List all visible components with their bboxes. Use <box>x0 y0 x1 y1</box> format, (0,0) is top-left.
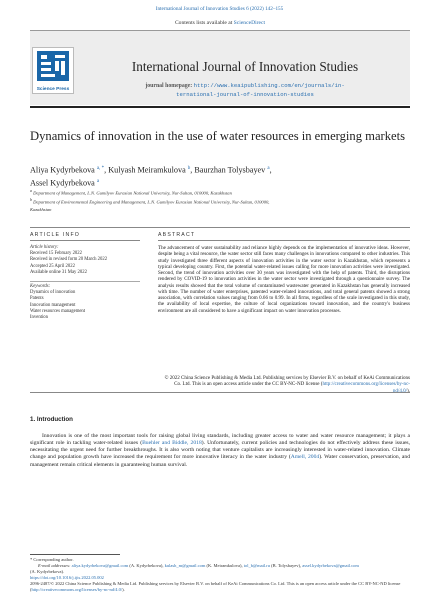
citation-link[interactable]: Buehler and Biddle, 2018 <box>142 440 202 447</box>
history-item: Received 15 February 2022 <box>30 251 82 257</box>
author-list: Aliya Kydyrbekova $^{a, *}$, Kulyash Meiramkulova $^b$, Baurzhan Tolysbayev $^a$, Assel Kydyrbekova $^a$ <box>30 165 272 188</box>
introduction-paragraph: Innovation is one of the most important tools for raising global living standards, including greater access to water and water resource management; it plays a significant role in tackling water-related issues (Buehler and Biddle, 2018). Unfortunately, current policies and technologies do not effectively address these issues, necessitating the urgent need for further breakthroughs. It is also worth noting that venture capitalists are increasingly interested in water-related innovation. Climate change and population growth have increased the requirement for more innovative literacy in the water industry (Amell, 2004). Water conservation, preservation, and management remain critical elements in guaranteeing human survival. <box>30 433 411 468</box>
abstract-rule <box>158 240 410 241</box>
author-name[interactable]: Assel Kydyrbekova <box>30 178 95 188</box>
contents-prefix: Contents lists available at <box>174 20 234 26</box>
doi-link[interactable]: https://doi.org/10.1016/j.ijis.2022.05.002 <box>30 575 104 581</box>
author-name[interactable]: Kulyash Meiramkulova <box>108 165 186 175</box>
science-press-logo <box>32 47 74 94</box>
article-info-rule <box>30 240 140 241</box>
journal-title[interactable]: International Journal of Innovation Studies <box>131 59 359 74</box>
email-link[interactable]: tol_b@mail.ru <box>243 563 271 569</box>
sciencedirect-link[interactable]: ScienceDirect <box>233 20 266 26</box>
license-link[interactable]: http://creativecommons.org/licenses/by-nc-nd/4.0/ <box>31 587 123 593</box>
author-name[interactable]: Baurzhan Tolysbayev <box>194 165 266 175</box>
author-affiliation-mark[interactable]: a, * <box>96 166 105 171</box>
email-tail: (A. Kydyrbekova). <box>30 569 65 575</box>
keywords <box>30 284 140 321</box>
corresponding-author-note: * Corresponding author. <box>30 557 74 562</box>
article-info-heading: ARTICLE INFO <box>30 232 81 238</box>
citation-link[interactable]: Amell, 2004 <box>290 454 320 461</box>
history-item: Received in revised form 20 March 2022 <box>30 257 108 263</box>
affiliation-divider <box>30 227 410 228</box>
email-link[interactable]: kulash_m@gmail.com <box>164 563 206 569</box>
affiliations <box>30 188 410 213</box>
journal-citation[interactable]: International Journal of Innovation Studies 6 (2022) 142–155 <box>155 6 284 12</box>
footnote-divider <box>30 554 120 555</box>
email-label: E-mail addresses: <box>38 563 71 569</box>
author-affiliation-mark[interactable]: a <box>267 166 270 171</box>
email-link[interactable]: aliya.kydyrbekova@gmail.com <box>71 563 129 569</box>
footnotes <box>30 557 410 594</box>
affiliation-line: Kazakhstan <box>30 206 52 212</box>
abstract-text: The advancement of water sustainability and reliance highly depends on the implementation of innovative ideas. However, despite being a vital resource, the water sector still faces many challenges in innovations compared to other industries. This study investigated three different aspects of innovation activities in the water sector in Kazakhstan, which represents a typical developing country. First, the potential water-related issues calling for more innovation activities were investigated. Second, the trend of innovation activities over 30 years was investigated with the help of patents. Third, the disruptions rendered by COVID-19 to innovation activities in the water sector were investigated through a questionnaire survey. The analysis results showed that the total volume of contaminated wastewater generated in Kazakhstan has generally increased with time. The number of water enterprises, patented water-related innovations, and total general patents showed a strong association, with correlation values ranging from 0.66 to 0.99. In all firms, regardless of the scale investigated in this study, the availability of local expertise, the culture of local organizations toward innovation, and the country's business environment are all considered to have a significant impact on water innovation processes. <box>158 245 410 314</box>
journal-homepage <box>95 82 395 99</box>
article-history <box>30 245 140 276</box>
keyword-item: Invention <box>30 315 48 321</box>
contents-line <box>30 20 410 26</box>
history-item: Accepted 25 April 2022 <box>30 263 75 269</box>
article-title: Dynamics of innovation in the use of water resources in emerging markets <box>30 129 406 143</box>
history-label: Article history: <box>30 245 59 250</box>
abstract-heading: ABSTRACT <box>158 232 196 238</box>
keyword-item: Patents <box>30 296 44 302</box>
introduction-heading: 1. Introduction <box>30 416 73 423</box>
abstract-copyright: © 2022 China Science Publishing & Media Ltd. Publishing services by Elsevier B.V. on behalf of KeAi Communications Co. Ltd. This is an open access article under the CC BY-NC-ND license (http://creativecommons.org/licenses/by-nc-nd/4.0/). <box>164 375 410 394</box>
keyword-item: Water resources management <box>30 308 86 314</box>
keyword-item: Dynamics of innovation <box>30 290 76 296</box>
author-name[interactable]: Aliya Kydyrbekova <box>30 165 95 175</box>
keyword-item: Innovation management <box>30 302 76 308</box>
affiliation-line: $^b$ Department of Environmental Engineering and Management, L.N. Gumilyov Eurasian National University, Nur-Sultan, 010000, <box>30 197 270 205</box>
email-line: E-mail addresses: aliya.kydyrbekova@gmail.com (A. Kydyrbekova), kulash_m@gmail.com (K. Meiramkulova), tol_b@mail.ru (B. Tolysbayev), assel.kydyrbekova@gmail.com <box>38 563 359 569</box>
homepage-label: journal homepage: <box>145 83 194 89</box>
affiliation-line: $^a$ Department of Management, L.N. Gumilyov Eurasian National University, Nur-Sultan, 010000, Kazakhstan <box>30 188 232 196</box>
history-item: Available online 31 May 2022 <box>30 269 87 275</box>
email-link[interactable]: assel.kydyrbekova@gmail.com <box>302 563 359 569</box>
masthead-divider <box>30 106 410 108</box>
homepage-url-part2[interactable]: ternational-journal-of-innovation-studies <box>176 90 314 98</box>
author-affiliation-mark[interactable]: b <box>187 166 191 171</box>
logo-text: Science Press <box>36 87 70 92</box>
keywords-divider <box>30 281 140 282</box>
author-affiliation-mark[interactable]: a <box>96 178 100 184</box>
keywords-label: Keywords: <box>30 284 51 289</box>
license-statement: 2096-2487/© 2022 China Science Publishing & Media Ltd. Publishing services by Elsevier B.V. on behalf of KeAi Communications Co. Ltd. This is an open access article under the CC BY-NC-ND license (http://creativecommons.org/licenses/by-nc-nd/4.0/). <box>30 581 401 593</box>
abstract-divider <box>30 392 410 393</box>
license-link[interactable]: http://creativecommons.org/licenses/by-nc-nd/4.0/ <box>322 381 410 394</box>
homepage-url-part1[interactable]: http://www.keaipublishing.com/en/journals/in- <box>193 82 345 89</box>
